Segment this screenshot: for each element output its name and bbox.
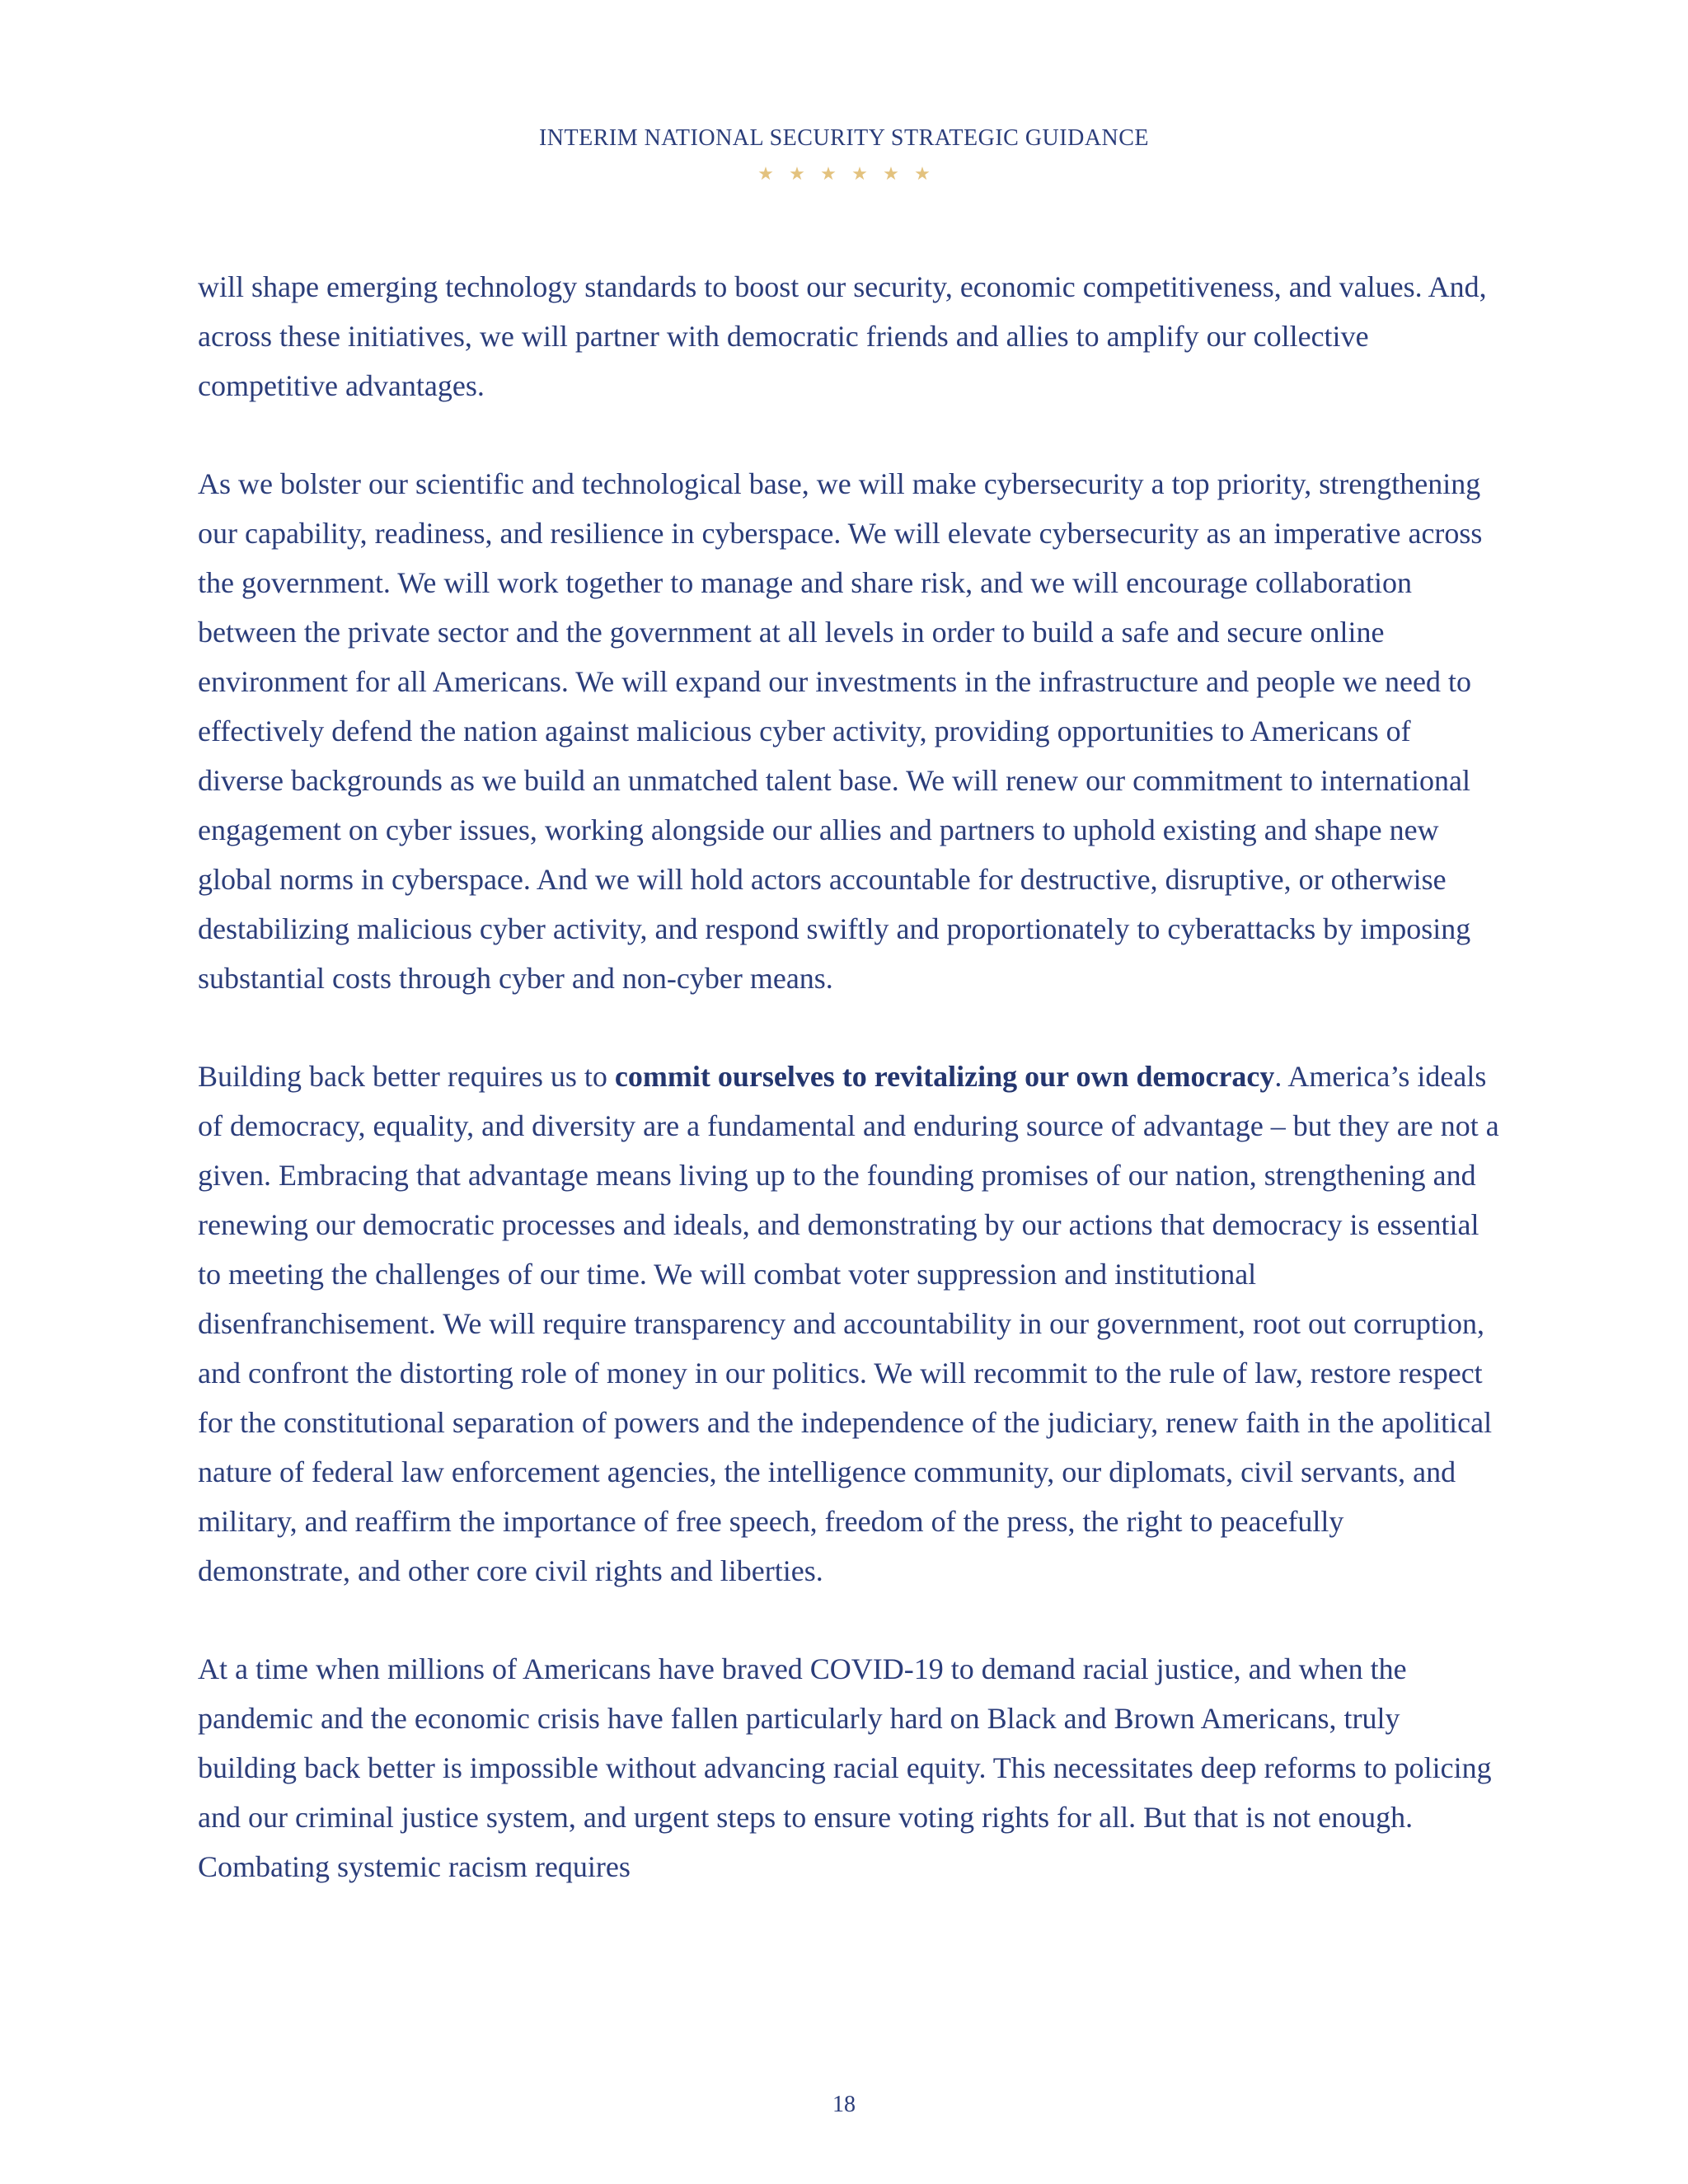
star-icon: ★ — [914, 163, 931, 184]
page-header — [0, 122, 1688, 186]
star-icon: ★ — [789, 163, 805, 184]
star-icon: ★ — [820, 163, 837, 184]
paragraph-technology-standards: will shape emerging technology standards to boost our security, economic competitiveness, and values. And, across these initiatives, we will partner with democratic friends and allies to amplify our collective competitive advantages. — [198, 270, 1487, 402]
star-icon: ★ — [851, 163, 868, 184]
paragraph-democracy — [198, 1052, 1500, 1596]
body-text — [198, 262, 1500, 1940]
document-title: INTERIM NATIONAL SECURITY STRATEGIC GUIDANCE — [538, 125, 1150, 151]
star-icon: ★ — [757, 163, 774, 184]
paragraph-democracy-lead: Building back better requires us to — [198, 1060, 615, 1093]
star-icon: ★ — [883, 163, 899, 184]
emphasis-revitalize-democracy: commit ourselves to revitalizing our own democracy — [614, 1060, 1275, 1093]
page-number: 18 — [832, 2092, 856, 2117]
paragraph-cybersecurity: As we bolster our scientific and technological base, we will make cybersecurity a top priority, strengthening our capability, readiness, and resilience in cyberspace. We will elevate cybersecurity as an imperative across the government. We will work together to manage and share risk, and we will encourage collaboration between the private sector and the government at all levels in order to build a safe and secure online environment for all Americans. We will expand our investments in the infrastructure and people we need to effectively defend the nation against malicious cyber activity, providing opportunities to Americans of diverse backgrounds as we build an unmatched talent base. We will renew our commitment to international engagement on cyber issues, working alongside our allies and partners to uphold existing and shape new global norms in cyberspace. And we will hold actors accountable for destructive, disruptive, or otherwise destabilizing malicious cyber activity, and respond swiftly and proportionately to cyberattacks by imposing substantial costs through cyber and non-cyber means. — [198, 467, 1483, 995]
paragraph-democracy-rest: . America’s ideals of democracy, equality, and diversity are a fundamental and enduring source of advantage – but they are not a given. Embracing that advantage means living up to the founding promises of our nation, strengthening and renewing our democratic processes and ideals, and demonstrating by our actions that democracy is essential to meeting the challenges of our time. We will combat voter suppression and institutional disenfranchisement. We will require transparency and accountability in our government, root out corruption, and confront the distorting role of money in our politics. We will recommit to the rule of law, restore respect for the constitutional separation of powers and the independence of the judiciary, renew faith in the apolitical nature of federal law enforcement agencies, the intelligence community, our diplomats, civil servants, and military, and reaffirm the importance of free speech, freedom of the press, the right to peacefully demonstrate, and other core civil rights and liberties. — [198, 1060, 1499, 1587]
paragraph-racial-equity: At a time when millions of Americans have braved COVID-19 to demand racial justice, and when the pandemic and the economic crisis have fallen particularly hard on Black and Brown Americans, truly building back better is impossible without advancing racial equity. This necessitates deep reforms to policing and our criminal justice system, and urgent steps to ensure voting rights for all. But that is not enough. Combating systemic racism requires — [198, 1652, 1492, 1883]
star-divider — [0, 162, 1688, 186]
